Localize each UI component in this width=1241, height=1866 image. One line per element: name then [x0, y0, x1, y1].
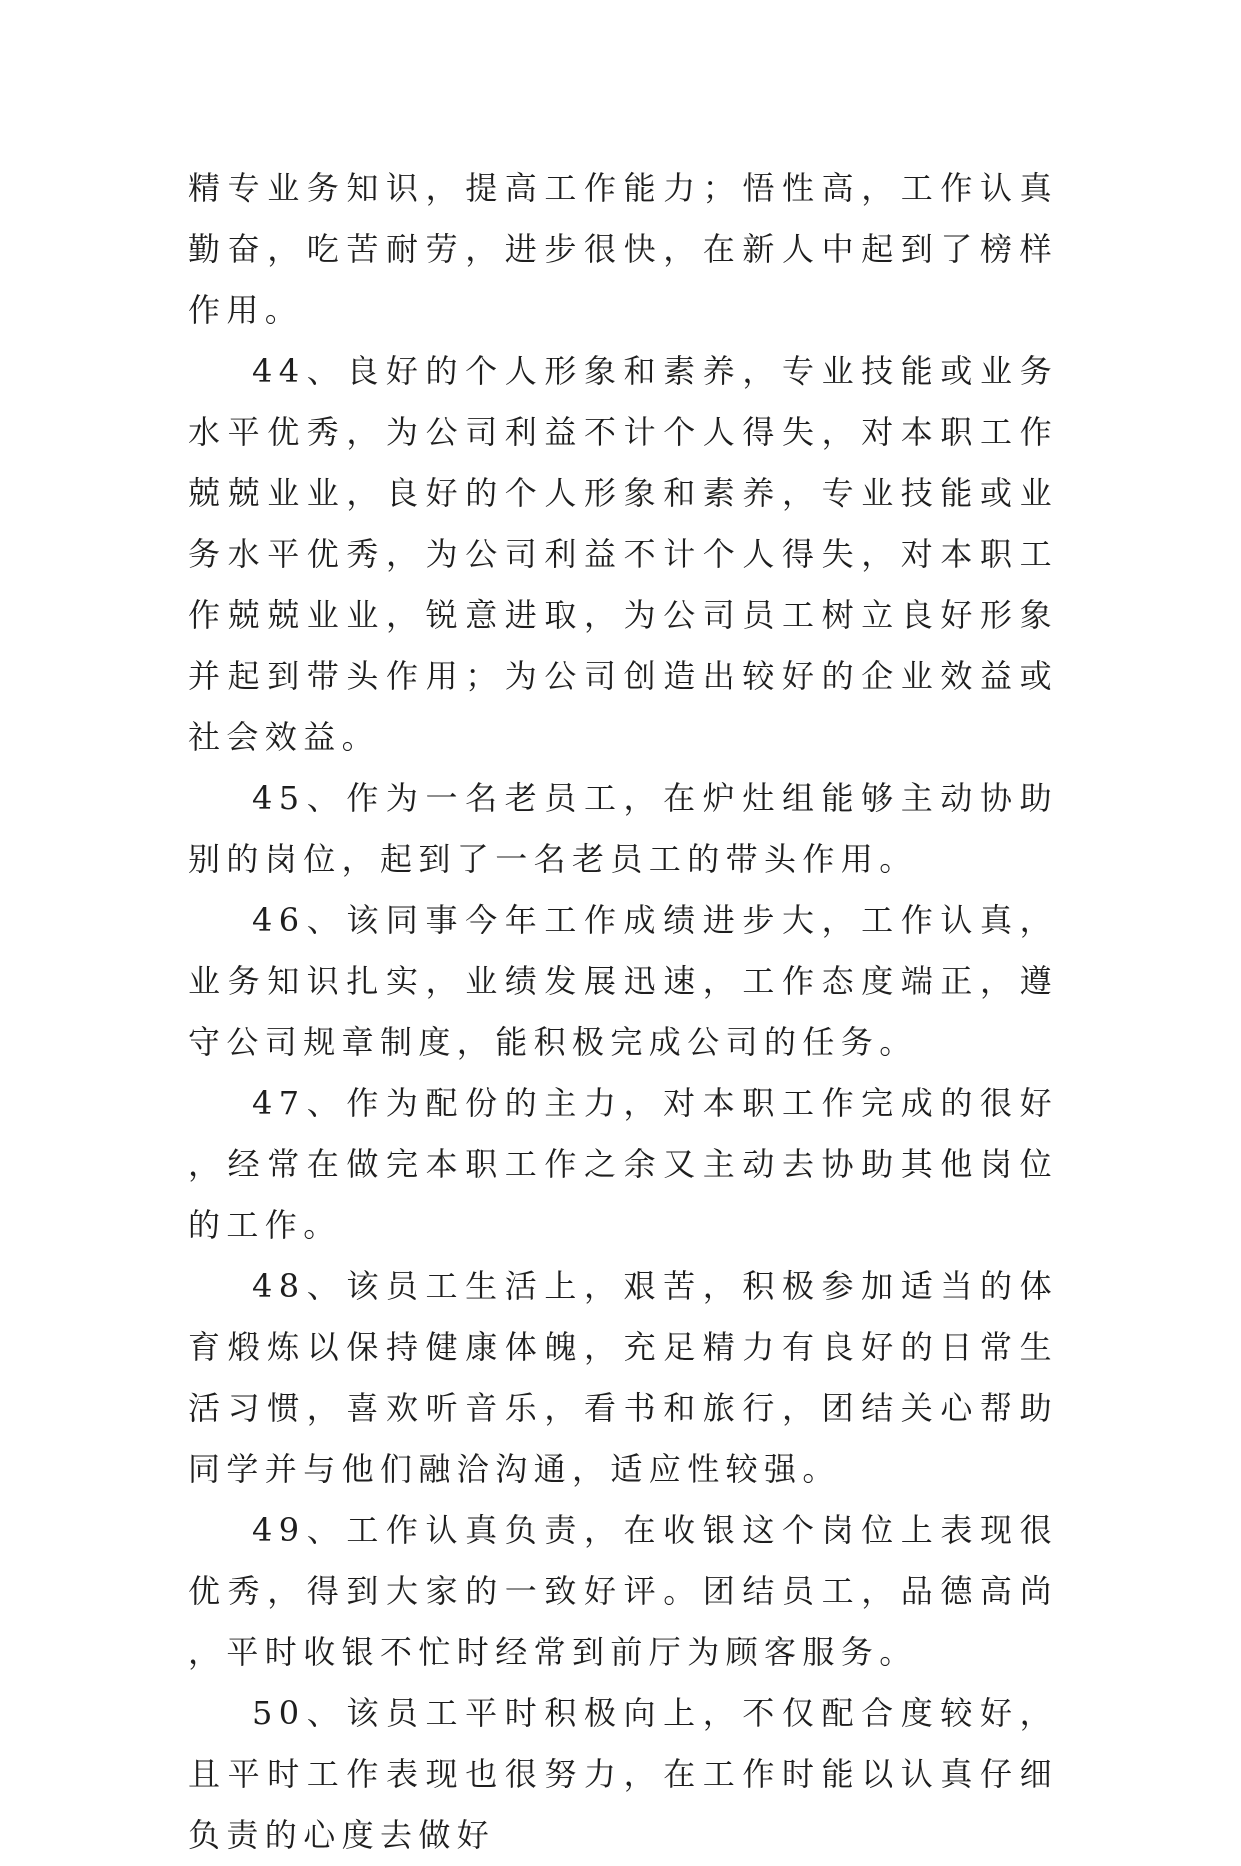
paragraph-50: 50、该员工平时积极向上，不仅配合度较好，且平时工作表现也很努力，在工作时能以认真仔细负责的心度去做好	[188, 1694, 1058, 1854]
paragraph-continuation: 精专业务知识，提高工作能力；悟性高，工作认真勤奋，吃苦耐劳，进步很快，在新人中起到了榜样作用。	[188, 169, 1058, 329]
body-text	[188, 158, 1058, 1866]
paragraph-47: 47、作为配份的主力，对本职工作完成的很好，经常在做完本职工作之余又主动去协助其他岗位的工作。	[188, 1084, 1058, 1244]
paragraph-44: 44、良好的个人形象和素养，专业技能或业务水平优秀，为公司利益不计个人得失，对本职工作兢兢业业，良好的个人形象和素养，专业技能或业务水平优秀，为公司利益不计个人得失，对本职工作兢兢业业，锐意进取，为公司员工树立良好形象并起到带头作用；为公司创造出较好的企业效益或社会效益。	[188, 352, 1058, 756]
paragraph-48: 48、该员工生活上，艰苦，积极参加适当的体育煅炼以保持健康体魄，充足精力有良好的日常生活习惯，喜欢听音乐，看书和旅行，团结关心帮助同学并与他们融洽沟通，适应性较强。	[188, 1267, 1058, 1488]
paragraph-45: 45、作为一名老员工，在炉灶组能够主动协助别的岗位，起到了一名老员工的带头作用。	[188, 779, 1058, 878]
paragraph-46: 46、该同事今年工作成绩进步大，工作认真，业务知识扎实，业绩发展迅速，工作态度端正，遵守公司规章制度，能积极完成公司的任务。	[188, 901, 1058, 1061]
paragraph-49: 49、工作认真负责，在收银这个岗位上表现很优秀，得到大家的一致好评。团结员工，品德高尚，平时收银不忙时经常到前厅为顾客服务。	[188, 1511, 1058, 1671]
